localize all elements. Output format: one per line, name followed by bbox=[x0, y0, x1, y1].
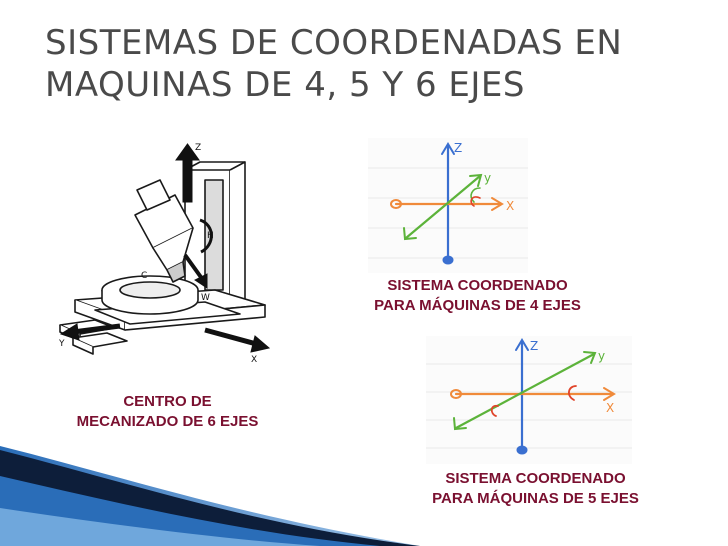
machine-axis-z-label: Z bbox=[195, 143, 202, 153]
four-axis-x-label: X bbox=[506, 199, 515, 213]
five-axis-x-label: X bbox=[606, 401, 615, 415]
four-axis-z-label: Z bbox=[454, 141, 463, 155]
four-axis-caption-line-1: SISTEMA COORDENADO bbox=[387, 277, 568, 294]
machine-axis-w-label: W bbox=[201, 293, 210, 303]
slide-title bbox=[45, 22, 705, 106]
machining-center-caption-line-1: CENTRO DE bbox=[123, 393, 212, 410]
four-axis-coordinate-sketch bbox=[368, 138, 528, 273]
four-axis-y-label: y bbox=[484, 171, 492, 185]
five-axis-z-label: Z bbox=[530, 339, 539, 353]
five-axis-caption-line-1: SISTEMA COORDENADO bbox=[445, 470, 626, 487]
five-axis-caption-line-2: PARA MÁQUINAS DE 5 EJES bbox=[432, 490, 639, 507]
five-axis-y-label: y bbox=[598, 349, 606, 363]
slide-title-line-2: MAQUINAS DE 4, 5 Y 6 EJES bbox=[45, 65, 525, 105]
slide-title-line-1: SISTEMAS DE COORDENADAS EN bbox=[45, 23, 623, 63]
four-axis-caption-line-2: PARA MÁQUINAS DE 4 EJES bbox=[374, 297, 581, 314]
four-axis-caption bbox=[350, 276, 605, 316]
machining-center-illustration bbox=[55, 140, 285, 365]
machine-axis-c-label: C bbox=[141, 271, 148, 281]
five-axis-coordinate-sketch bbox=[426, 336, 632, 464]
machining-center-caption bbox=[40, 392, 295, 432]
machine-axis-y-label: Y bbox=[59, 339, 65, 349]
machine-axis-x-label: X bbox=[251, 355, 258, 365]
machine-axis-h-label: H bbox=[207, 231, 214, 241]
decorative-swoosh bbox=[0, 446, 420, 546]
machining-center-caption-line-2: MECANIZADO DE 6 EJES bbox=[76, 413, 259, 430]
five-axis-caption bbox=[408, 469, 663, 509]
